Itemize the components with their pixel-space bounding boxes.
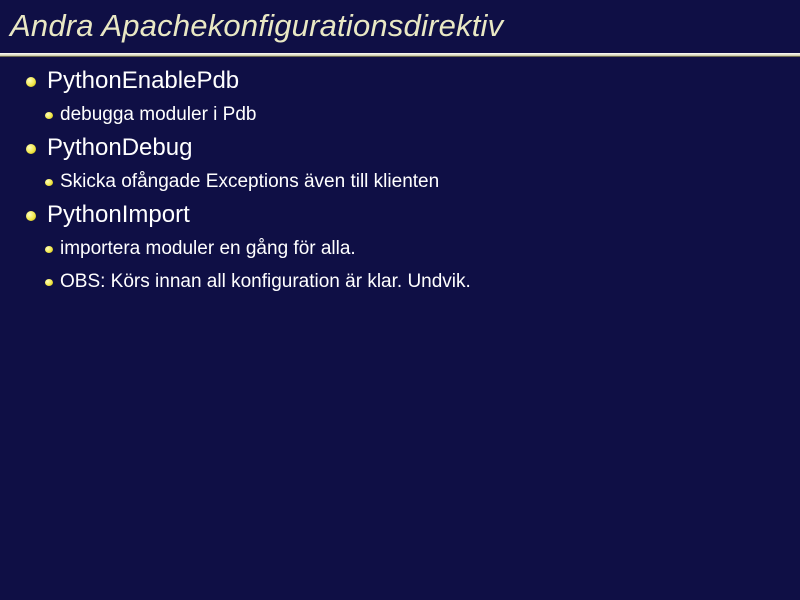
- bullet-text: PythonEnablePdb: [47, 67, 240, 94]
- sub-bullet-dot-icon: [45, 279, 53, 286]
- sub-bullet-item: [0, 98, 800, 131]
- bullet-text: PythonDebug: [47, 134, 193, 161]
- sub-bullet-item: [0, 232, 800, 265]
- bullet-list: [0, 64, 800, 298]
- sub-bullet-text: debugga moduler i Pdb: [60, 104, 257, 125]
- bullet-text: PythonImport: [47, 201, 190, 228]
- sub-bullet-dot-icon: [45, 112, 53, 119]
- sub-bullet-item: [0, 165, 800, 198]
- sub-bullet-item: [0, 265, 800, 298]
- sub-bullet-dot-icon: [45, 179, 53, 186]
- bullet-dot-icon: [26, 211, 36, 221]
- slide-title: Andra Apachekonfigurationsdirektiv: [10, 8, 504, 43]
- bullet-item-python-debug: [0, 131, 800, 165]
- sub-bullet-text: Skicka ofångade Exceptions även till klienten: [60, 171, 440, 192]
- sub-bullet-text: OBS: Körs innan all konfiguration är klar. Undvik.: [60, 271, 471, 292]
- title-divider: [0, 53, 800, 56]
- bullet-dot-icon: [26, 144, 36, 154]
- sub-bullet-text: importera moduler en gång för alla.: [60, 238, 356, 259]
- bullet-item-python-enable-pdb: [0, 64, 800, 98]
- sub-bullet-dot-icon: [45, 246, 53, 253]
- bullet-item-python-import: [0, 198, 800, 232]
- bullet-dot-icon: [26, 77, 36, 87]
